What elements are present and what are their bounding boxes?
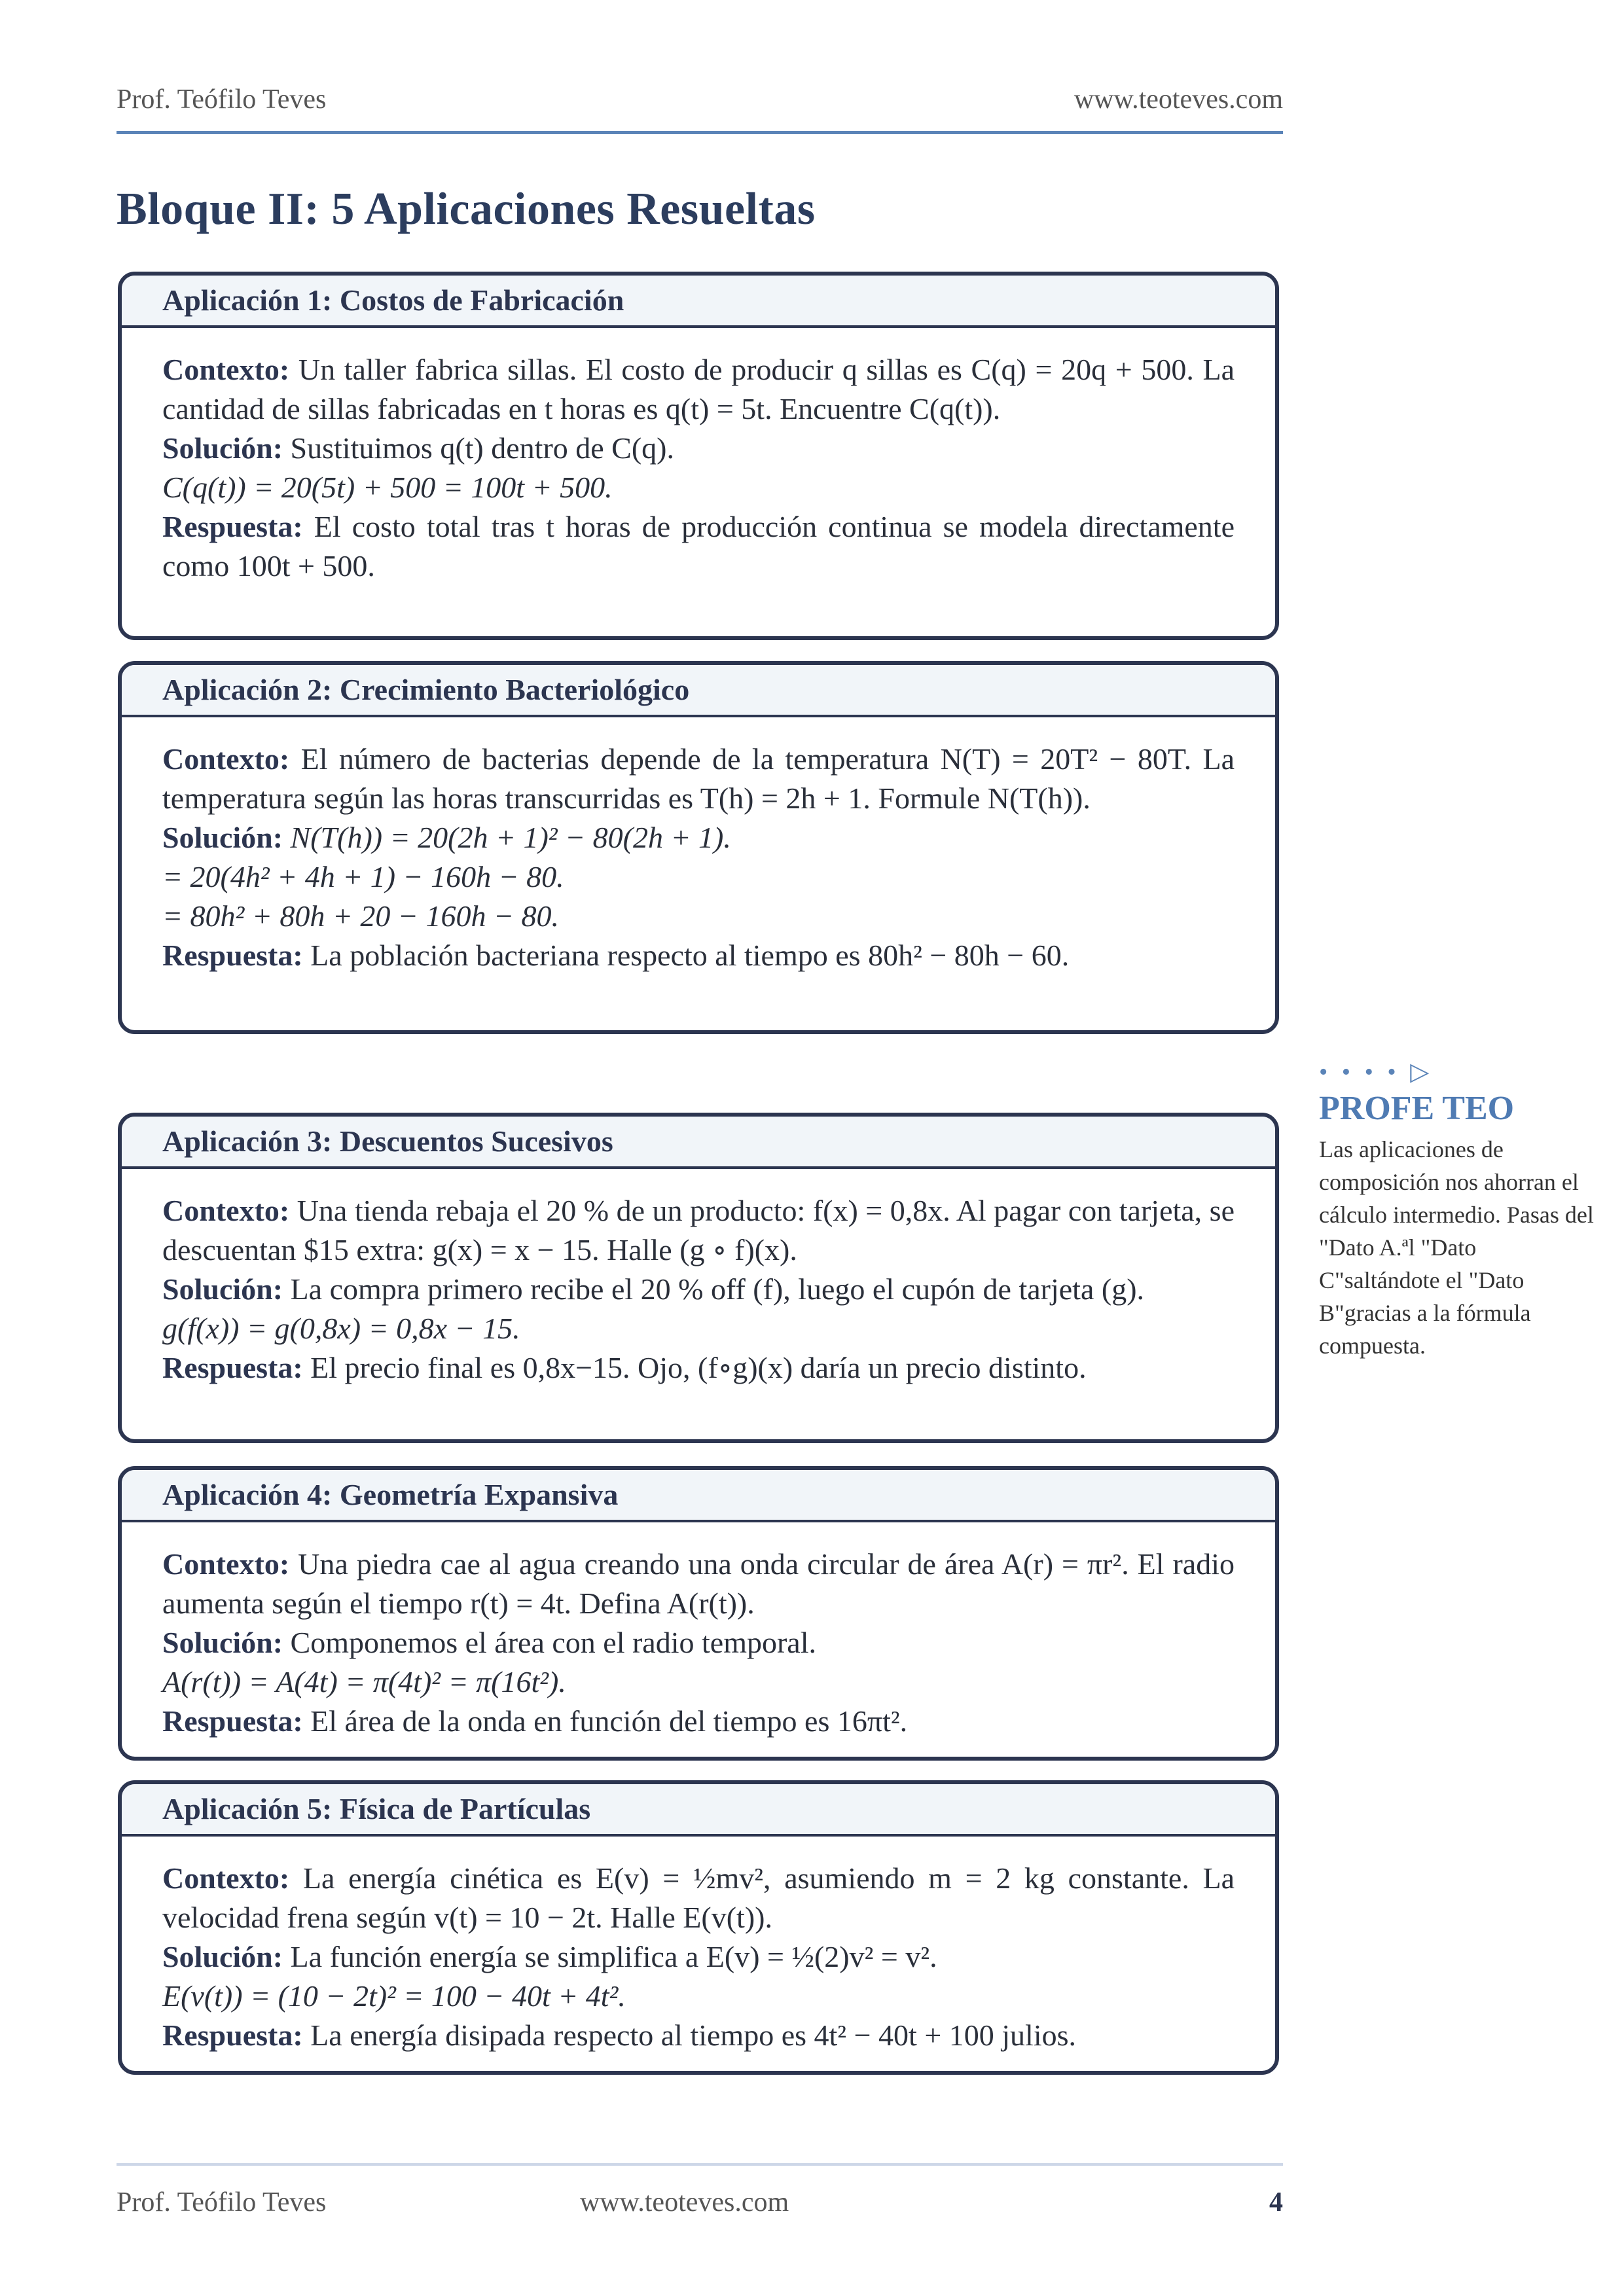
page-footer [117, 2163, 1283, 2225]
solution-step: E(v(t)) = (10 − 2t)² = 100 − 40t + 4t². [162, 1979, 626, 2013]
application-title: Aplicación 4: Geometría Expansiva [122, 1470, 1275, 1522]
answer-text: El área de la onda en función del tiempo es 16πt². [310, 1704, 908, 1738]
solution-label: Solución: [162, 1626, 283, 1659]
application-box-1 [118, 272, 1279, 640]
solution-step: = 80h² + 80h + 20 − 160h − 80. [162, 899, 559, 933]
context-label: Contexto: [162, 1547, 290, 1581]
solution-label: Solución: [162, 1940, 283, 1973]
application-title: Aplicación 2: Crecimiento Bacteriológico [122, 665, 1275, 717]
answer-label: Respuesta: [162, 2018, 303, 2052]
application-box-4 [118, 1466, 1279, 1761]
context-label: Contexto: [162, 1194, 290, 1227]
application-box-3 [118, 1113, 1279, 1443]
application-title: Aplicación 1: Costos de Fabricación [122, 276, 1275, 328]
application-box-2 [118, 661, 1279, 1034]
side-note [1319, 1057, 1600, 1362]
application-body [122, 1837, 1275, 2068]
solution-step: La compra primero recibe el 20 % off (f), luego el cupón de tarjeta (g). [290, 1272, 1145, 1306]
answer-label: Respuesta: [162, 939, 303, 972]
footer-website[interactable]: www.teoteves.com [580, 2187, 789, 2217]
solution-step: A(r(t)) = A(4t) = π(4t)² = π(16t²). [162, 1665, 566, 1698]
page-number: 4 [1269, 2187, 1283, 2217]
application-body [122, 1169, 1275, 1401]
solution-label: Solución: [162, 431, 283, 465]
side-note-title: PROFE TEO [1319, 1090, 1515, 1127]
header-website[interactable]: www.teoteves.com [1074, 84, 1283, 115]
application-title: Aplicación 3: Descuentos Sucesivos [122, 1117, 1275, 1169]
application-body [122, 1522, 1275, 1754]
context-text: Una tienda rebaja el 20 % de un producto: f(x) = 0,8x. Al pagar con tarjeta, se descuentan $15 extra: g(x) = x − 15. Halle (g ∘ f)(x). [162, 1194, 1235, 1266]
solution-label: Solución: [162, 1272, 283, 1306]
answer-text: La energía disipada respecto al tiempo es 4t² − 40t + 100 julios. [310, 2018, 1077, 2052]
context-text: La energía cinética es E(v) = ½mv², asumiendo m = 2 kg constante. La velocidad frena según v(t) = 10 − 2t. Halle E(v(t)). [162, 1861, 1235, 1934]
context-text: Un taller fabrica sillas. El costo de producir q sillas es C(q) = 20q + 500. La cantidad de sillas fabricadas en t horas es q(t) = 5t. Encuentre C(q(t)). [162, 353, 1235, 425]
application-box-5 [118, 1780, 1279, 2075]
solution-step: Componemos el área con el radio temporal. [290, 1626, 816, 1659]
answer-text: La población bacteriana respecto al tiempo es 80h² − 80h − 60. [310, 939, 1070, 972]
answer-label: Respuesta: [162, 1351, 303, 1384]
context-label: Contexto: [162, 1861, 290, 1895]
answer-label: Respuesta: [162, 510, 303, 543]
answer-text: El precio final es 0,8x−15. Ojo, (f∘g)(x) daría un precio distinto. [310, 1351, 1087, 1384]
solution-step: La función energía se simplifica a E(v) = ½(2)v² = v². [290, 1940, 937, 1973]
context-text: Una piedra cae al agua creando una onda circular de área A(r) = πr². El radio aumenta según el tiempo r(t) = 4t. Defina A(r(t)). [162, 1547, 1235, 1620]
solution-step: Sustituimos q(t) dentro de C(q). [290, 431, 675, 465]
page-title: Bloque II: 5 Aplicaciones Resueltas [117, 184, 816, 234]
solution-step: = 20(4h² + 4h + 1) − 160h − 80. [162, 860, 564, 893]
page-header [117, 84, 1283, 134]
footer-author: Prof. Teófilo Teves [117, 2187, 327, 2217]
context-label: Contexto: [162, 742, 290, 776]
arrow-icon: • • • • ▷ [1319, 1058, 1434, 1086]
solution-step: C(q(t)) = 20(5t) + 500 = 100t + 500. [162, 471, 613, 504]
answer-label: Respuesta: [162, 1704, 303, 1738]
application-title: Aplicación 5: Física de Partículas [122, 1784, 1275, 1837]
application-body [122, 717, 1275, 988]
header-author: Prof. Teófilo Teves [117, 84, 327, 115]
side-note-body: Las aplicaciones de composición nos ahorran el cálculo intermedio. Pasas del "Dato A.ªl "Dato C"saltándote el "Dato B"gracias a la fórmula compuesta. [1319, 1136, 1594, 1359]
solution-step: g(f(x)) = g(0,8x) = 0,8x − 15. [162, 1312, 520, 1345]
application-body [122, 328, 1275, 599]
answer-text: El costo total tras t horas de producción continua se modela directamente como 100t + 500. [162, 510, 1235, 583]
solution-step: N(T(h)) = 20(2h + 1)² − 80(2h + 1). [290, 821, 731, 854]
context-text: El número de bacterias depende de la temperatura N(T) = 20T² − 80T. La temperatura según las horas transcurridas es T(h) = 2h + 1. Formule N(T(h)). [162, 742, 1235, 815]
solution-label: Solución: [162, 821, 283, 854]
context-label: Contexto: [162, 353, 290, 386]
